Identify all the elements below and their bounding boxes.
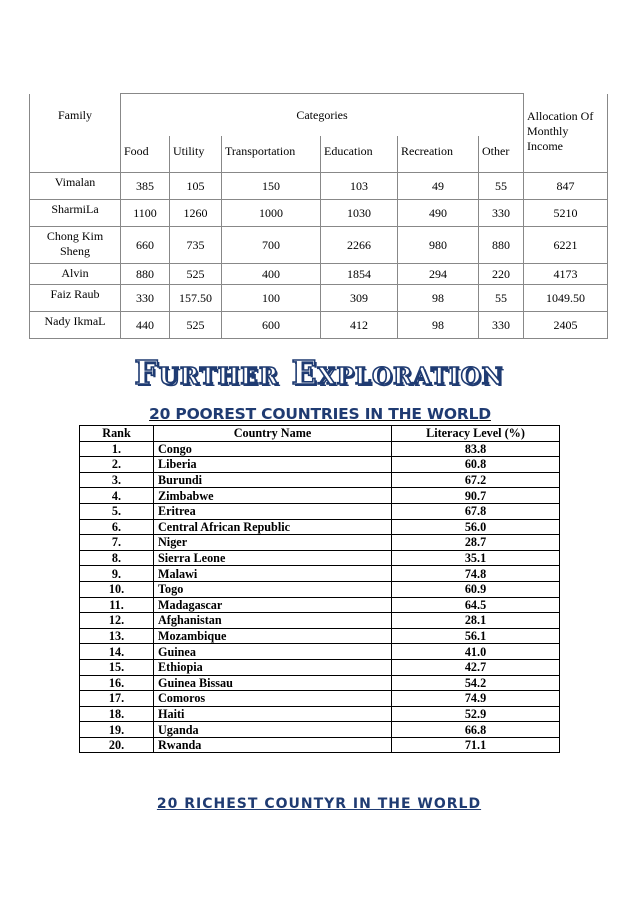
country-cell-rank: 10. [80,581,154,597]
income-cell-other: 55 [479,173,524,200]
income-allocation-table [29,93,608,339]
country-cell-rank: 15. [80,659,154,675]
country-cell-literacy: 54.2 [392,675,560,691]
country-row [80,613,560,629]
richest-countries-title: 20 RICHEST COUNTYR IN THE WORLD [156,796,482,812]
country-row [80,457,560,473]
country-cell-rank: 14. [80,644,154,660]
country-cell-literacy: 90.7 [392,488,560,504]
income-cell-transportation: 700 [222,227,321,264]
country-cell-literacy: 60.9 [392,581,560,597]
income-cell-education: 412 [321,312,398,339]
subcat-education: Education [321,136,398,173]
income-cell-allocation: 6221 [524,227,608,264]
further-exploration-heading: Further Exploration [134,353,504,392]
income-cell-family: SharmiLa [30,200,121,227]
country-cell-rank: 11. [80,597,154,613]
country-cell-rank: 2. [80,457,154,473]
country-header: Country Name [154,426,392,442]
country-cell-literacy: 56.1 [392,628,560,644]
country-cell-rank: 16. [80,675,154,691]
country-cell-rank: 3. [80,472,154,488]
income-cell-food: 880 [121,264,170,285]
country-row [80,691,560,707]
income-cell-education: 103 [321,173,398,200]
subcat-recreation: Recreation [398,136,479,173]
literacy-header: Literacy Level (%) [392,426,560,442]
categories-header: Categories [121,94,524,137]
country-cell-country: Haiti [154,706,392,722]
income-cell-allocation: 847 [524,173,608,200]
country-cell-country: Mozambique [154,628,392,644]
country-cell-country: Ethiopia [154,659,392,675]
income-cell-transportation: 600 [222,312,321,339]
country-row [80,535,560,551]
country-cell-country: Comoros [154,691,392,707]
country-cell-rank: 13. [80,628,154,644]
country-cell-literacy: 74.9 [392,691,560,707]
country-cell-country: Central African Republic [154,519,392,535]
country-row [80,503,560,519]
income-cell-food: 440 [121,312,170,339]
income-cell-utility: 525 [170,264,222,285]
country-row [80,722,560,738]
country-cell-rank: 20. [80,737,154,753]
poorest-header-row [80,426,560,442]
country-cell-literacy: 83.8 [392,441,560,457]
income-cell-recreation: 490 [398,200,479,227]
income-cell-education: 309 [321,285,398,312]
country-cell-country: Eritrea [154,503,392,519]
country-row [80,581,560,597]
income-row [30,312,608,339]
income-cell-transportation: 100 [222,285,321,312]
country-cell-country: Afghanistan [154,613,392,629]
poorest-countries-table [79,425,560,753]
income-cell-transportation: 150 [222,173,321,200]
country-cell-literacy: 67.8 [392,503,560,519]
income-cell-other: 330 [479,312,524,339]
poorest-countries-title: 20 POOREST COUNTRIES IN THE WORLD [149,405,491,423]
country-cell-country: Guinea Bissau [154,675,392,691]
income-cell-other: 220 [479,264,524,285]
income-cell-family: Vimalan [30,173,121,200]
rank-header: Rank [80,426,154,442]
country-cell-literacy: 66.8 [392,722,560,738]
subcat-other: Other [479,136,524,173]
income-cell-transportation: 400 [222,264,321,285]
income-cell-other: 55 [479,285,524,312]
country-cell-country: Guinea [154,644,392,660]
country-cell-rank: 19. [80,722,154,738]
income-cell-utility: 1260 [170,200,222,227]
income-cell-recreation: 98 [398,312,479,339]
country-cell-literacy: 71.1 [392,737,560,753]
income-cell-food: 660 [121,227,170,264]
income-cell-family: Faiz Raub [30,285,121,312]
income-cell-utility: 735 [170,227,222,264]
country-cell-literacy: 64.5 [392,597,560,613]
income-row [30,285,608,312]
income-cell-other: 330 [479,200,524,227]
income-cell-utility: 525 [170,312,222,339]
country-cell-literacy: 35.1 [392,550,560,566]
country-cell-literacy: 74.8 [392,566,560,582]
country-cell-country: Niger [154,535,392,551]
income-row [30,200,608,227]
country-cell-country: Uganda [154,722,392,738]
country-row [80,737,560,753]
country-cell-rank: 6. [80,519,154,535]
country-cell-literacy: 56.0 [392,519,560,535]
income-cell-food: 385 [121,173,170,200]
income-cell-utility: 157.50 [170,285,222,312]
income-cell-education: 2266 [321,227,398,264]
country-cell-literacy: 67.2 [392,472,560,488]
country-row [80,644,560,660]
country-cell-literacy: 42.7 [392,659,560,675]
country-cell-country: Burundi [154,472,392,488]
income-cell-family: Chong Kim Sheng [30,227,121,264]
country-cell-rank: 8. [80,550,154,566]
income-cell-education: 1030 [321,200,398,227]
income-row [30,227,608,264]
country-cell-rank: 7. [80,535,154,551]
country-cell-rank: 12. [80,613,154,629]
country-row [80,659,560,675]
country-cell-literacy: 52.9 [392,706,560,722]
income-cell-allocation: 5210 [524,200,608,227]
country-cell-rank: 5. [80,503,154,519]
income-cell-allocation: 4173 [524,264,608,285]
country-cell-literacy: 28.1 [392,613,560,629]
income-row [30,264,608,285]
country-cell-rank: 18. [80,706,154,722]
country-cell-country: Malawi [154,566,392,582]
country-row [80,519,560,535]
country-row [80,706,560,722]
family-header: Family [30,94,121,173]
income-cell-family: Nady IkmaL [30,312,121,339]
income-cell-family: Alvin [30,264,121,285]
country-row [80,566,560,582]
country-row [80,675,560,691]
country-row [80,550,560,566]
subcat-transportation: Transportation [222,136,321,173]
country-cell-literacy: 41.0 [392,644,560,660]
country-cell-literacy: 28.7 [392,535,560,551]
country-cell-country: Madagascar [154,597,392,613]
income-cell-recreation: 294 [398,264,479,285]
country-cell-country: Togo [154,581,392,597]
country-row [80,472,560,488]
country-cell-country: Rwanda [154,737,392,753]
income-cell-allocation: 2405 [524,312,608,339]
country-cell-rank: 1. [80,441,154,457]
income-row [30,173,608,200]
income-cell-recreation: 98 [398,285,479,312]
allocation-header: Allocation Of Monthly Income [524,94,608,173]
subcat-food: Food [121,136,170,173]
income-cell-recreation: 980 [398,227,479,264]
country-cell-country: Zimbabwe [154,488,392,504]
country-cell-country: Sierra Leone [154,550,392,566]
income-cell-other: 880 [479,227,524,264]
country-cell-country: Congo [154,441,392,457]
country-cell-rank: 9. [80,566,154,582]
subcat-utility: Utility [170,136,222,173]
country-cell-rank: 4. [80,488,154,504]
income-cell-education: 1854 [321,264,398,285]
country-row [80,597,560,613]
income-cell-food: 1100 [121,200,170,227]
income-cell-food: 330 [121,285,170,312]
income-cell-utility: 105 [170,173,222,200]
income-cell-transportation: 1000 [222,200,321,227]
country-cell-country: Liberia [154,457,392,473]
country-row [80,628,560,644]
country-cell-rank: 17. [80,691,154,707]
country-cell-literacy: 60.8 [392,457,560,473]
country-row [80,441,560,457]
income-cell-allocation: 1049.50 [524,285,608,312]
income-header-row [30,94,608,137]
country-row [80,488,560,504]
income-cell-recreation: 49 [398,173,479,200]
